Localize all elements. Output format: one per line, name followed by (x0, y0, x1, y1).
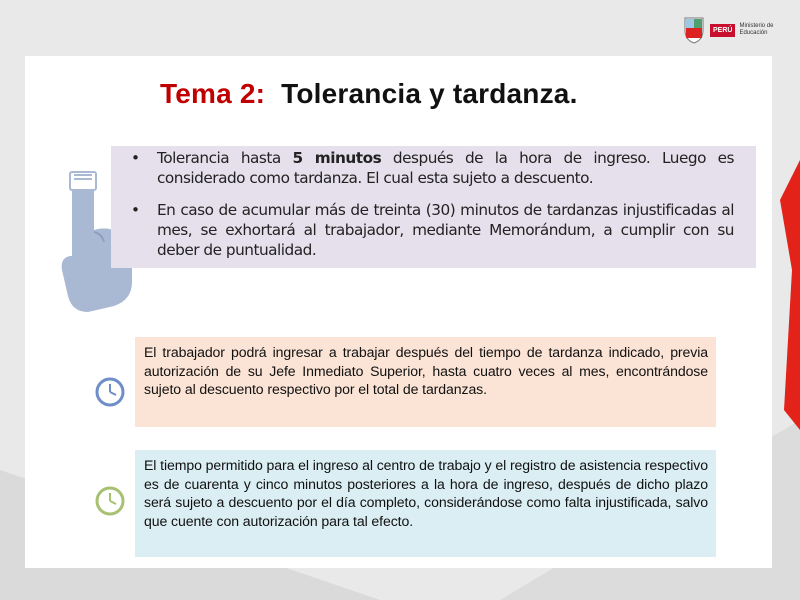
bullet-highlight: 5 minutos (292, 149, 382, 167)
red-accent-shape (780, 160, 800, 430)
peru-label: PERÚ (710, 24, 735, 37)
note-box-time-limit (135, 450, 716, 557)
clock-icon (95, 486, 125, 516)
ministry-label: Ministerio de Educación (739, 23, 774, 36)
note-box-supervisor (135, 337, 716, 427)
ministry-logo (682, 14, 786, 46)
note-supervisor-text: El trabajador podrá ingresar a trabajar después del tiempo de tardanza indicado, previa autorización de su Jefe Inmediato Superior, hasta cuatro veces al mes, encontrándose sujeto al descuento respectivo por el total de tardanzas. (144, 344, 708, 397)
note-time-limit-text: El tiempo permitido para el ingreso al centro de trabajo y el registro de asistencia respectivo es de cuarenta y cinco minutos posteriores a la hora de ingreso, después de dicho plazo será sujeto a descuento por el día completo, considerándose como falta injustificada, salvo que cuente con autorización para tal efecto. (144, 457, 708, 529)
slide-title (160, 78, 578, 110)
coat-of-arms-icon (682, 16, 706, 44)
bullet-text: después de la hora de ingreso. Luego es considerado como tardanza. El cual esta sujeto a descuento. (157, 149, 735, 187)
title-number: Tema 2: (160, 78, 266, 109)
bullet-text: Tolerancia hasta (157, 149, 293, 167)
title-text: Tolerancia y tardanza. (281, 78, 578, 109)
clock-icon (95, 377, 125, 407)
rules-box (111, 146, 756, 268)
bullet-tolerance (111, 148, 756, 188)
bullet-accumulation: • En caso de acumular más de treinta (30) minutos de tardanzas injustificadas al mes, se exhortará al trabajador, mediante Memorándum, a cumplir con su deber de puntualidad. (111, 200, 756, 260)
